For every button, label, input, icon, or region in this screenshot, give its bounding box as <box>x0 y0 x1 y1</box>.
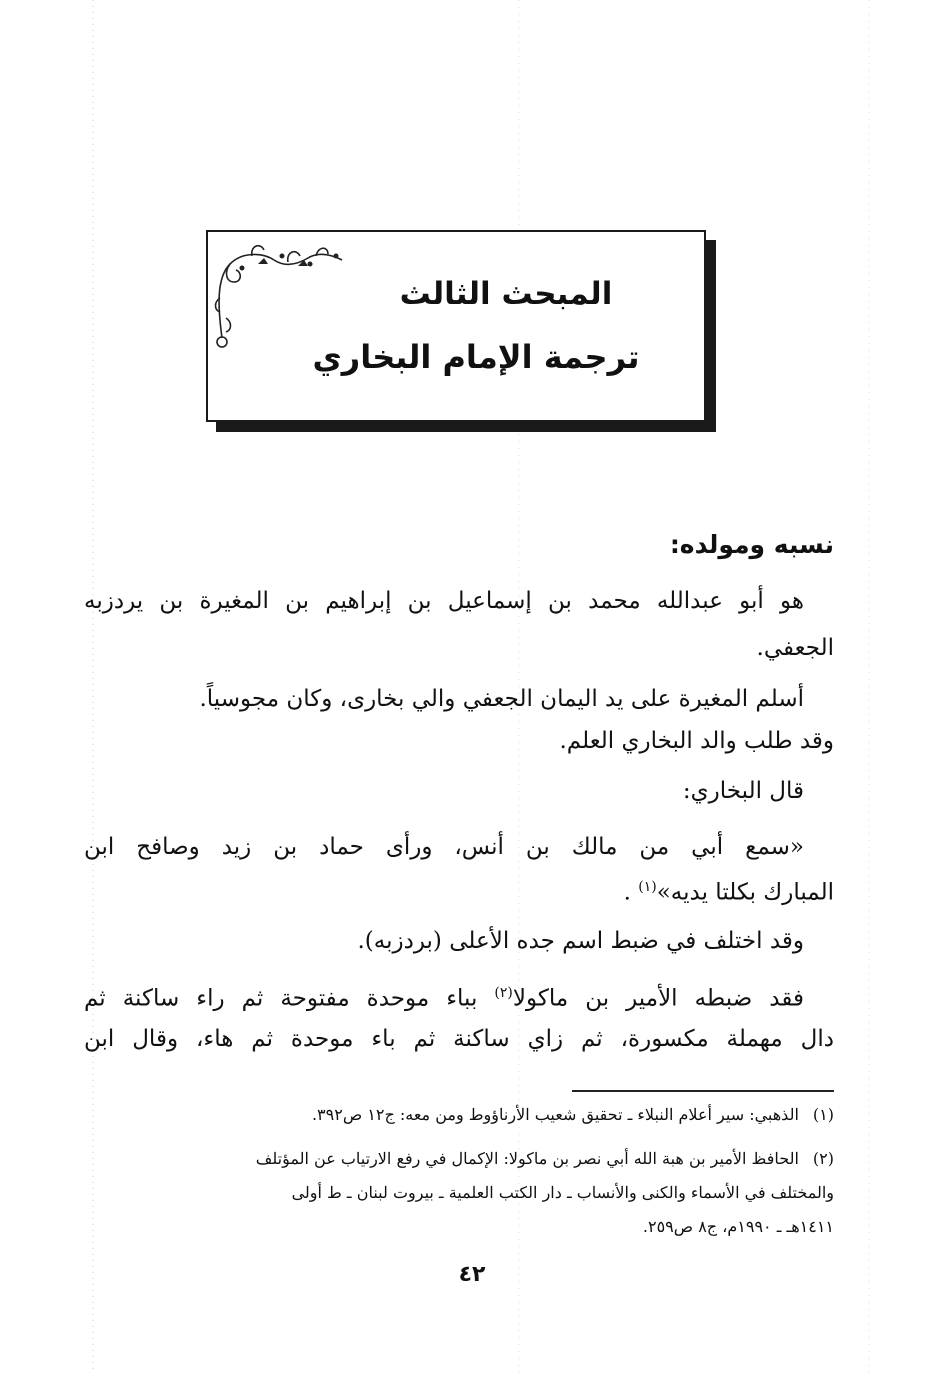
chapter-title: المبحث الثالث <box>399 276 613 312</box>
paragraph-text: فقد ضبطه الأمير بن ماكولا <box>512 985 804 1012</box>
footnote-ref-2: (٢) <box>494 985 513 1001</box>
footnote-2-line: والمختلف في الأسماء والكنى والأنساب ـ دار الكتب العلمية ـ بيروت لبنان ـ ط أولى <box>291 1183 834 1202</box>
footnote-number: (١) <box>812 1105 834 1124</box>
footnote-1 <box>84 1098 834 1132</box>
footnote-text: الحافظ الأمير بن هبة الله أبي نصر بن ماكولا: الإكمال في رفع الارتياب عن المؤتلف <box>255 1149 799 1168</box>
quote-line <box>84 864 834 917</box>
page-number: ٤٢ <box>458 1262 486 1287</box>
section-heading: نسبه ومولده: <box>669 530 834 559</box>
paragraph-line: وقد اختلف في ضبط اسم جده الأعلى (بردزبه). <box>357 928 804 954</box>
chapter-title-box <box>206 230 706 422</box>
scan-artifact-line <box>868 0 870 1374</box>
footnote-2 <box>84 1142 834 1176</box>
paragraph-text: بباء موحدة مفتوحة ثم راء ساكنة ثم <box>84 985 478 1012</box>
paragraph-line: دال مهملة مكسورة، ثم زاي ساكنة ثم باء موحدة ثم هاء، وقال ابن <box>84 1026 834 1052</box>
paragraph-line: قال البخاري: <box>682 778 804 804</box>
quote-text: المبارك بكلتا يديه» <box>656 879 834 906</box>
quote-line: «سمع أبي من مالك بن أنس، ورأى حماد بن زيد وصافح ابن <box>84 834 804 860</box>
paragraph-line: الجعفي. <box>756 635 834 661</box>
footnote-2-line: ١٤١١هـ ـ ١٩٩٠م، ج٨ ص٢٥٩. <box>642 1217 834 1236</box>
paragraph-line: هو أبو عبدالله محمد بن إسماعيل بن إبراهيم بن المغيرة بن يردزبه <box>84 588 804 614</box>
footnote-divider <box>572 1090 834 1092</box>
quote-end: . <box>623 879 631 906</box>
paragraph-line: أسلم المغيرة على يد اليمان الجعفي والي بخارى، وكان مجوسياً. <box>199 686 804 712</box>
footnote-ref-1: (١) <box>638 879 657 895</box>
footnote-text: الذهبي: سير أعلام النبلاء ـ تحقيق شعيب الأرناؤوط ومن معه: ج١٢ ص٣٩٢. <box>311 1105 799 1124</box>
footnote-number: (٢) <box>812 1149 834 1168</box>
paragraph-line: وقد طلب والد البخاري العلم. <box>559 728 834 754</box>
chapter-subtitle: ترجمة الإمام البخاري <box>312 338 640 376</box>
paragraph-line <box>84 970 834 1023</box>
